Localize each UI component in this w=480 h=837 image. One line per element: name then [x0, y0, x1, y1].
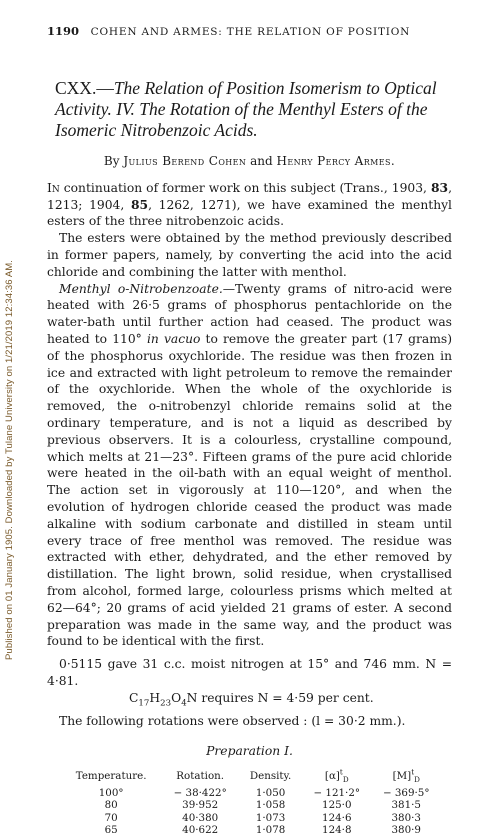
- table-cell: 380·3: [391, 811, 421, 824]
- table-cell: 40·622: [182, 824, 219, 837]
- section-heading: Menthyl o-Nitrobenzoate.: [59, 281, 223, 296]
- formula-c: C: [129, 690, 139, 705]
- formula-h: H: [149, 690, 161, 705]
- table-cell: − 369·5°: [382, 786, 430, 799]
- table-cell: 39·952: [182, 799, 219, 812]
- rotations-intro: The following rotations were observed : (l = 30·2 mm.).: [59, 713, 406, 728]
- page-header: [47, 24, 447, 38]
- table-row: [61, 787, 441, 800]
- formula-o-sub: 4: [181, 698, 187, 709]
- table-cell: 1·073: [255, 811, 286, 824]
- paragraph-intro: [47, 180, 452, 230]
- preparation-title: Preparation I.: [206, 744, 293, 759]
- col-molecular-rotation-sup: t: [411, 767, 415, 777]
- article-title: [47, 78, 452, 141]
- paragraph-method: The esters were obtained by the method previously described in former papers, namely, by converting the acid into the acid chloride and combining the latter with menthol.: [47, 231, 452, 279]
- table-cell: − 121·2°: [313, 786, 361, 799]
- table-cell: 124·6: [322, 811, 352, 824]
- formula-rest: N requires N = 4·59 per cent.: [186, 690, 374, 705]
- table-cell: 125·0: [322, 799, 352, 812]
- table-cell: 40·380: [182, 811, 219, 824]
- col-specific-rotation-sub: D: [342, 775, 349, 785]
- article-title-text: The Relation of Position Isomerism to Optical Activity. IV. The Rotation of the Menthyl Esters of the Isomeric Nitrobenzoic Acids.: [55, 78, 437, 140]
- col-molecular-rotation: [372, 768, 442, 787]
- table-row: [61, 812, 441, 825]
- author-name-2: Henry Percy Armes.: [276, 154, 396, 168]
- table-cell: 1·058: [255, 799, 286, 812]
- running-title: COHEN AND ARMES: THE RELATION OF POSITION: [90, 26, 411, 38]
- preparation-text-2: to remove the greater part (17 grams) of the phosphorus oxychloride. The residue was then frozen in ice and extracted with light petroleum to remove the remainder of the oxychloride. When the whole of the oxychloride is removed, the o-nitrobenzyl chloride remains solid at the ordinary temperature, and is not a liquid as described by previous observers. It is a colourless, crystalline compound, which melts at 21—23°. Fifteen grams of the pure acid chloride were heated in the oil-bath with an equal weight of menthol. The action set in vigorously at 110—120°, and when the evolution of hydrogen chloride ceased the product was made alkaline with sodium carbonate and distilled in steam until every trace of free menthol was removed. The residue was extracted with ether, dehydrated, and the ether removed by distillation. The light brown, solid residue, when crystallised from alcohol, formed large, colourless prisms which melted at 62—64°; 20 grams of acid yielded 21 grams of ester. A second preparation was made in the same way, and the product was found to be identical with the first.: [47, 331, 453, 649]
- author-name-1: Julius Berend Cohen: [123, 154, 247, 168]
- in-vacuo: in vacuo: [146, 331, 201, 346]
- table-cell: 380·9: [391, 824, 421, 837]
- table-row: [61, 799, 441, 812]
- col-molecular-rotation-label: [M]: [392, 770, 412, 783]
- table-header-row: [61, 768, 441, 787]
- table-cell: 65: [104, 824, 118, 837]
- table-row: [61, 824, 441, 837]
- dropcap-word: In: [47, 180, 60, 195]
- preparation-text-1: —Twenty grams of nitro-acid were heated with 26·5 grams of phosphorus pentachloride on the water-bath until further action had ceased. The product was heated to 110°: [47, 281, 452, 346]
- col-molecular-rotation-sub: D: [414, 775, 420, 785]
- paragraph-preparation: [47, 281, 452, 651]
- analysis-result: 0·5115 gave 31 c.c. moist nitrogen at 15° and 746 mm. N = 4·81.: [47, 657, 452, 688]
- article-body: [47, 78, 452, 837]
- col-rotation: Rotation.: [176, 770, 225, 783]
- page-number: 1190: [47, 24, 80, 38]
- table-cell: 80: [104, 799, 118, 812]
- volume-83: 83: [430, 179, 449, 195]
- formula-c-sub: 17: [138, 698, 150, 709]
- table-cell: 381·5: [391, 799, 421, 812]
- volume-85: 85: [130, 196, 149, 212]
- col-specific-rotation: [302, 768, 371, 787]
- intro-text-2: , 1213; 1904,: [47, 180, 452, 212]
- table-cell: 1·050: [255, 786, 286, 799]
- col-density: Density.: [249, 770, 292, 783]
- table-cell: 124·8: [322, 824, 352, 837]
- col-specific-rotation-label: [α]: [324, 770, 340, 783]
- author-by: By: [103, 154, 120, 168]
- article-number: CXX.—: [55, 78, 114, 98]
- formula-o: O: [171, 690, 182, 705]
- col-temperature: Temperature.: [75, 770, 147, 783]
- analysis-formula: [47, 690, 452, 707]
- formula-h-sub: 23: [160, 698, 172, 709]
- author-line: [47, 153, 452, 170]
- intro-text-1: continuation of former work on this subject (Trans., 1903,: [59, 180, 431, 195]
- author-and: and: [250, 154, 273, 168]
- table-cell: − 38·422°: [173, 786, 227, 799]
- table-cell: 1·078: [255, 824, 286, 837]
- rotation-table: [61, 768, 441, 837]
- table-cell: 100°: [98, 786, 124, 799]
- intro-text-3: , 1262, 1271), we have examined the menthyl esters of the three nitrobenzoic acids.: [47, 197, 452, 229]
- download-watermark: Published on 01 January 1905. Downloaded by Tulane University on 1/21/2019 12:34:36 AM.: [4, 259, 15, 660]
- table-cell: 70: [104, 811, 118, 824]
- col-specific-rotation-sup: t: [339, 767, 343, 777]
